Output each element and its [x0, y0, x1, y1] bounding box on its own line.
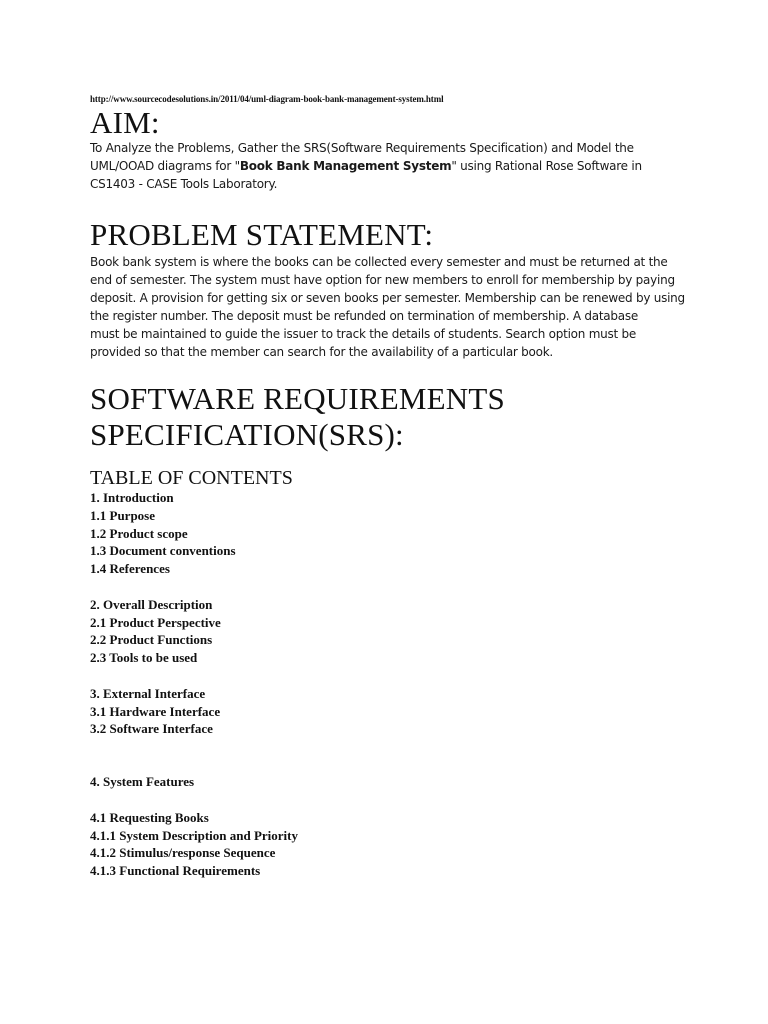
toc-item: 3.1 Hardware Interface — [90, 703, 221, 719]
toc-item: 4.1 Requesting Books — [90, 809, 209, 825]
toc-item: 4.1.3 Functional Requirements — [90, 863, 261, 879]
toc-group-2 — [90, 596, 690, 667]
toc-item: 2.3 Tools to be used — [90, 650, 198, 666]
problem-paragraph-1: Book bank system is where the books can be collected every semester and must be returned at the end of semester. The system must have option for new members to enroll for membership by paying deposit. A provision for getting six or seven books per semester. Membership can be renewed by using the register number. The deposit must be refunded on termination of membership. A database — [90, 255, 685, 323]
aim-text-before: To Analyze the Problems, Gather the SRS(Software Requirements Specification) and Model the UML/OOAD diagrams for " — [90, 141, 634, 173]
toc-item: 4. System Features — [90, 774, 195, 790]
toc-item: 3.2 Software Interface — [90, 721, 213, 737]
document-page — [90, 93, 690, 880]
toc-title: TABLE OF CONTENTS — [90, 467, 293, 489]
source-url[interactable]: http://www.sourcecodesolutions.in/2011/04/uml-diagram-book-bank-management-system.html — [90, 94, 444, 104]
toc-item: 4.1.2 Stimulus/response Sequence — [90, 845, 276, 861]
toc-item: 1.2 Product scope — [90, 525, 188, 541]
problem-heading: PROBLEM STATEMENT: — [90, 217, 434, 252]
toc-item: 1.1 Purpose — [90, 507, 155, 523]
toc-item: 2. Overall Description — [90, 596, 213, 612]
toc-group-4 — [90, 773, 690, 791]
toc-item: 1. Introduction — [90, 490, 174, 505]
aim-text-bold: Book Bank Management System — [239, 159, 452, 173]
toc-item: 4.1.1 System Description and Priority — [90, 827, 298, 843]
aim-paragraph — [90, 139, 690, 193]
toc-item: 3. External Interface — [90, 685, 206, 701]
aim-heading: AIM: — [90, 105, 160, 140]
toc-item: 2.2 Product Functions — [90, 632, 213, 648]
problem-paragraph-2: must be maintained to guide the issuer to track the details of students. Search option must be provided so that the member can search for the availability of a particular book. — [90, 327, 637, 359]
srs-heading-line-1: SOFTWARE REQUIREMENTS — [90, 381, 505, 416]
toc-group-1 — [90, 489, 690, 578]
aim-text-after: " using Rational Rose Software in CS1403 - CASE Tools Laboratory. — [90, 159, 642, 191]
toc-item: 2.1 Product Perspective — [90, 614, 221, 630]
toc-group-3 — [90, 685, 690, 738]
toc-item: 1.3 Document conventions — [90, 543, 236, 559]
toc-group-5 — [90, 809, 690, 880]
srs-heading-line-2: SPECIFICATION(SRS): — [90, 417, 404, 452]
toc-item: 1.4 References — [90, 561, 170, 577]
